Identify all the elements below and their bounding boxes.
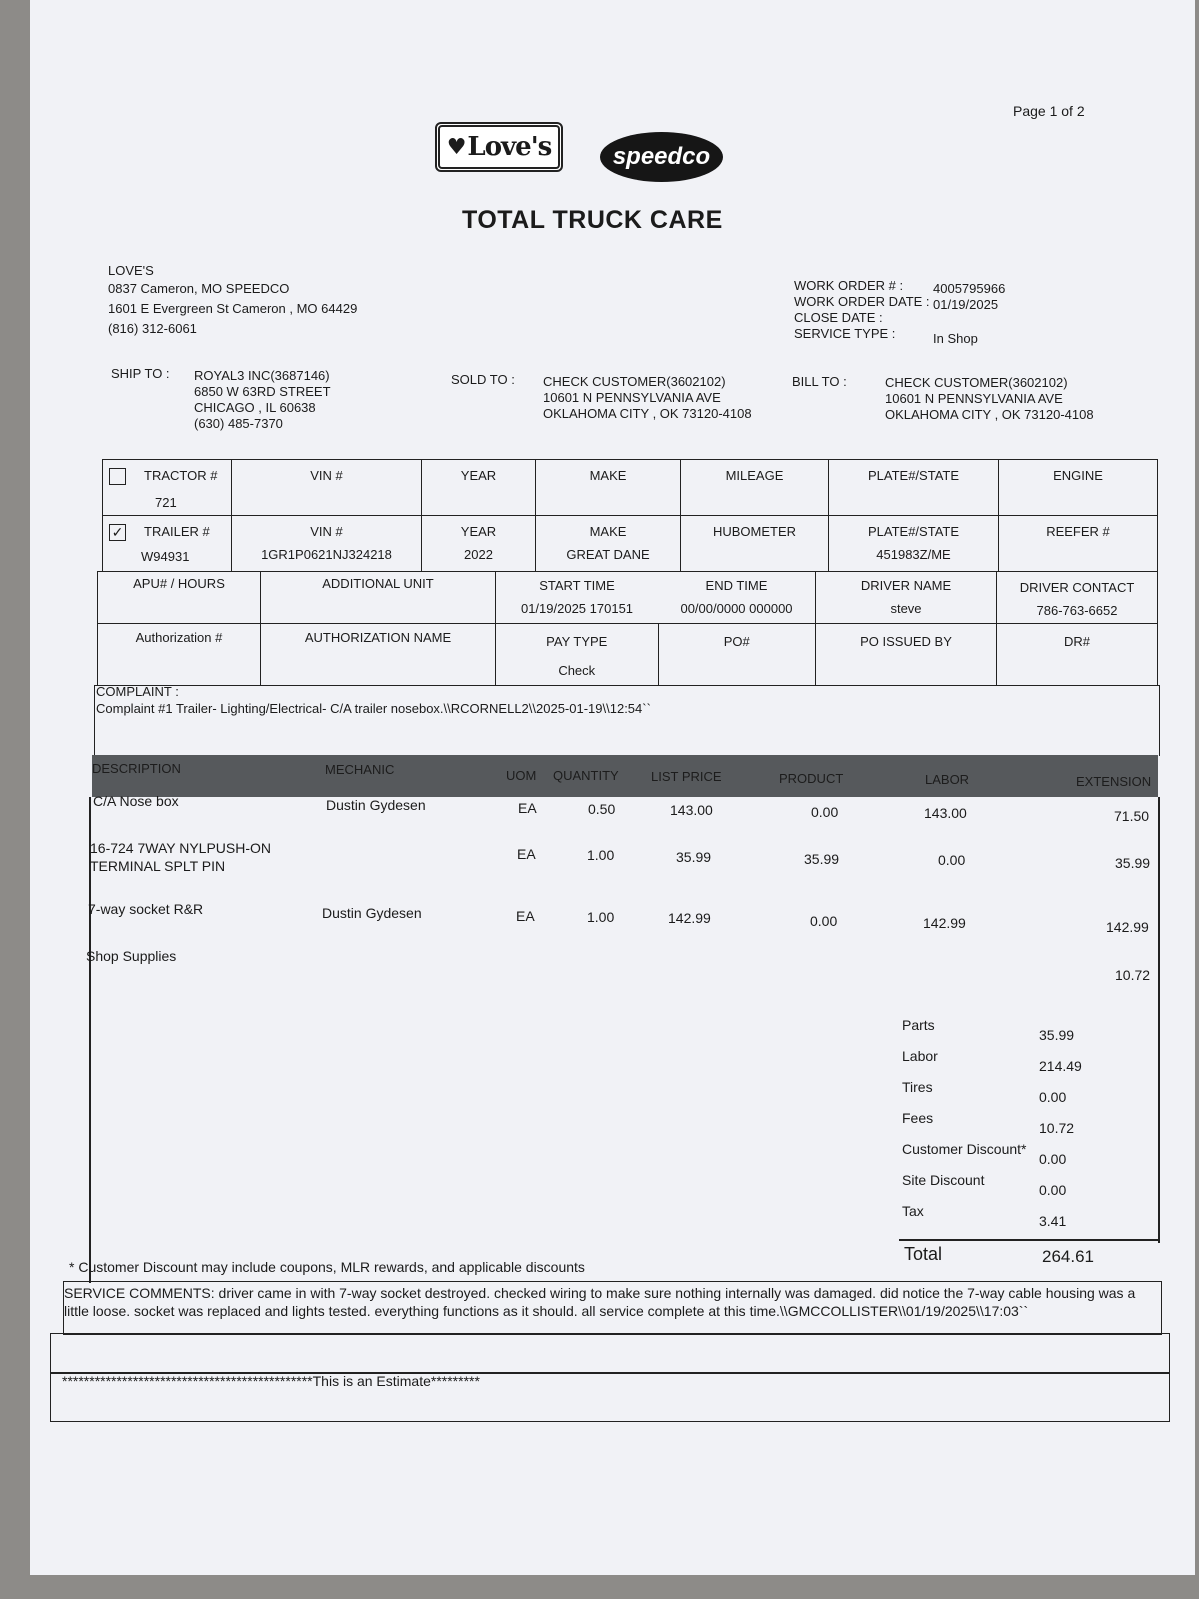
estimate-notice: **********************************************This is an Estimate********* [62, 1373, 480, 1389]
ship-to-line: 6850 W 63RD STREET [194, 384, 331, 399]
totals-values [1039, 1027, 1082, 1244]
item-list-price: 143.00 [670, 802, 713, 818]
unit-table [97, 571, 1158, 686]
items-right-border [1158, 797, 1160, 1243]
item-labor: 0.00 [938, 852, 966, 868]
item-labor: 142.99 [923, 915, 966, 931]
work-order-date-label: WORK ORDER DATE : [794, 294, 930, 309]
trailer-header: TRAILER # [144, 524, 210, 539]
ship-to-line: CHICAGO , IL 60638 [194, 400, 316, 415]
item-list-price: 35.99 [676, 849, 712, 865]
labor-label: Labor [902, 1048, 938, 1064]
authorization-row [98, 624, 1158, 686]
item-uom: EA [516, 908, 535, 924]
service-comments-line: little loose. socket was replaced and lights tested. everything functions as it should. all service complete at this time.\\GMCCOLLISTER\\01/19/2025\\17:03`` [64, 1303, 1029, 1319]
totals-labels [902, 1017, 1027, 1234]
sold-to-line: CHECK CUSTOMER(3602102) [543, 374, 726, 389]
page-number: Page 1 of 2 [1013, 103, 1085, 119]
shop-name: LOVE'S [108, 263, 154, 278]
driver-name-value: steve [890, 601, 922, 616]
driver-contact-header: DRIVER CONTACT [1019, 580, 1135, 595]
make-header: MAKE [589, 524, 627, 539]
description-header: DESCRIPTION [92, 761, 181, 776]
work-order-number: 4005795966 [933, 281, 1006, 296]
item-extension: 71.50 [1114, 808, 1150, 824]
line-items-header-bar [92, 755, 1158, 797]
sold-to-label: SOLD TO : [451, 372, 515, 387]
authorization-number-header: Authorization # [135, 630, 223, 645]
discount-note: * Customer Discount may include coupons, MLR rewards, and applicable discounts [69, 1259, 585, 1275]
trailer-number: W94931 [141, 549, 190, 565]
complaint-box [94, 685, 1160, 756]
shop-location: 0837 Cameron, MO SPEEDCO [108, 281, 290, 296]
mileage-header: MILEAGE [725, 468, 784, 483]
pay-type-value: Check [558, 663, 596, 678]
item-quantity: 1.00 [587, 909, 615, 925]
parts-label: Parts [902, 1017, 935, 1033]
work-order-number-label: WORK ORDER # : [794, 278, 904, 293]
work-order-date: 01/19/2025 [933, 297, 999, 312]
po-number-header: PO# [723, 634, 750, 649]
service-comments [64, 1284, 1135, 1320]
dr-number-header: DR# [1063, 634, 1090, 649]
apu-hours-header: APU# / HOURS [133, 576, 225, 591]
additional-unit-header: ADDITIONAL UNIT [322, 576, 434, 591]
item-description: C/A Nose box [93, 793, 179, 809]
work-order-labels [794, 278, 930, 342]
plate-state-header: PLATE#/STATE [867, 524, 960, 539]
start-time-header: START TIME [539, 578, 615, 593]
make-header: MAKE [589, 468, 627, 483]
shop-info [108, 263, 357, 337]
sold-to-line: OKLAHOMA CITY , OK 73120-4108 [543, 406, 752, 421]
parts-value: 35.99 [1039, 1027, 1075, 1043]
tax-value: 3.41 [1039, 1213, 1067, 1229]
list-price-header: LIST PRICE [651, 769, 722, 784]
item-description-line: 16-724 7WAY NYLPUSH-ON [90, 840, 272, 856]
speedco-logo [600, 132, 723, 182]
bill-to-line: 10601 N PENNSYLVANIA AVE [885, 391, 1063, 406]
start-time-value: 01/19/2025 170151 [520, 601, 634, 616]
extension-header: EXTENSION [1076, 774, 1152, 789]
plate-state-header: PLATE#/STATE [867, 468, 960, 483]
labor-header: LABOR [925, 772, 970, 787]
total-divider [899, 1239, 1159, 1241]
tractor-checkbox[interactable] [109, 468, 126, 485]
trailer-plate: 451983Z/ME [876, 547, 951, 562]
close-date-label: CLOSE DATE : [794, 310, 883, 325]
document-title: TOTAL TRUCK CARE [462, 206, 723, 234]
item-product: 0.00 [811, 804, 839, 820]
driver-contact-value: 786-763-6652 [1036, 603, 1118, 618]
item-description-line: TERMINAL SPLT PIN [90, 858, 226, 874]
customer-discount-value: 0.00 [1039, 1151, 1067, 1167]
service-type-label: SERVICE TYPE : [794, 326, 896, 341]
item-mechanic: Dustin Gydesen [322, 905, 422, 921]
service-type: In Shop [933, 331, 978, 346]
bill-to-line: OKLAHOMA CITY , OK 73120-4108 [885, 407, 1094, 422]
heart-icon: ♥ [446, 134, 466, 160]
item-uom: EA [517, 846, 536, 862]
unit-row [98, 572, 1158, 624]
end-time-value: 00/00/0000 000000 [680, 601, 793, 616]
site-discount-label: Site Discount [902, 1172, 985, 1188]
trailer-year: 2022 [464, 547, 493, 562]
item-uom: EA [518, 800, 537, 816]
item-description: 7-way socket R&R [88, 901, 204, 917]
item-quantity: 0.50 [588, 801, 616, 817]
po-issued-by-header: PO ISSUED BY [860, 634, 952, 649]
item-product: 0.00 [810, 913, 838, 929]
item-extension: 10.72 [1115, 967, 1151, 983]
item-description: Shop Supplies [86, 948, 177, 964]
fees-value: 10.72 [1039, 1120, 1075, 1136]
sold-to-address [543, 374, 752, 422]
authorization-name-header: AUTHORIZATION NAME [304, 630, 452, 645]
trailer-row [103, 516, 1158, 572]
complaint-label: COMPLAINT : [96, 684, 179, 699]
customer-discount-label: Customer Discount* [902, 1141, 1027, 1157]
reefer-header: REEFER # [1046, 524, 1110, 539]
uom-header: UOM [506, 768, 537, 783]
complaint-text: Complaint #1 Trailer- Lighting/Electrical- C/A trailer nosebox.\\RCORNELL2\\2025-01-19\\12:54`` [96, 701, 651, 716]
hubometer-header: HUBOMETER [712, 524, 797, 539]
vin-header: VIN # [310, 524, 343, 539]
item-list-price: 142.99 [668, 910, 711, 926]
tires-label: Tires [902, 1079, 933, 1095]
bill-to-address [885, 375, 1094, 423]
pay-type-header: PAY TYPE [546, 634, 608, 649]
work-order-values [933, 281, 1005, 347]
trailer-vin: 1GR1P0621NJ324218 [261, 547, 392, 562]
ship-to-label: SHIP TO : [111, 366, 170, 381]
service-comments-line: SERVICE COMMENTS: driver came in with 7-way socket destroyed. checked wiring to make sure nothing internally was damaged. did notice the 7-way cable housing was a [64, 1285, 1136, 1301]
driver-name-header: DRIVER NAME [860, 578, 952, 593]
vehicle-table [102, 459, 1158, 572]
item-labor: 143.00 [924, 805, 967, 821]
labor-value: 214.49 [1039, 1058, 1082, 1074]
engine-header: ENGINE [1053, 468, 1103, 483]
tax-label: Tax [902, 1203, 924, 1219]
product-header: PRODUCT [779, 771, 844, 786]
ship-to-address [194, 368, 331, 432]
sold-to-line: 10601 N PENNSYLVANIA AVE [543, 390, 721, 405]
year-header: YEAR [460, 468, 497, 483]
item-extension: 35.99 [1115, 855, 1151, 871]
shop-address: 1601 E Evergreen St Cameron , MO 64429 [108, 301, 358, 316]
end-time-header: END TIME [705, 578, 768, 593]
shop-phone: (816) 312-6061 [108, 321, 197, 336]
vin-header: VIN # [310, 468, 343, 483]
bill-to-label: BILL TO : [792, 374, 847, 389]
loves-logo [435, 122, 563, 172]
trailer-checkbox[interactable]: ✓ [109, 524, 126, 541]
fees-label: Fees [902, 1110, 934, 1126]
mechanic-header: MECHANIC [325, 762, 395, 777]
loves-logo-text: Love's [467, 132, 552, 162]
bill-to-line: CHECK CUSTOMER(3602102) [885, 375, 1068, 390]
trailer-make: GREAT DANE [566, 547, 650, 562]
item-quantity: 1.00 [587, 847, 615, 863]
item-mechanic: Dustin Gydesen [326, 797, 426, 813]
total-label: Total [904, 1244, 943, 1264]
ship-to-line: ROYAL3 INC(3687146) [194, 368, 330, 383]
tractor-header: TRACTOR # [144, 468, 218, 483]
item-description [90, 839, 271, 875]
total-value: 264.61 [1042, 1247, 1094, 1266]
tractor-row [103, 460, 1158, 516]
item-extension: 142.99 [1106, 919, 1149, 935]
item-product: 35.99 [804, 851, 840, 867]
speedco-logo-text: speedco [612, 143, 711, 170]
ship-to-line: (630) 485-7370 [194, 416, 283, 431]
site-discount-value: 0.00 [1039, 1182, 1067, 1198]
tractor-number: 721 [155, 495, 177, 511]
close-date [933, 313, 1005, 329]
tires-value: 0.00 [1039, 1089, 1067, 1105]
quantity-header: QUANTITY [553, 768, 619, 783]
year-header: YEAR [460, 524, 497, 539]
